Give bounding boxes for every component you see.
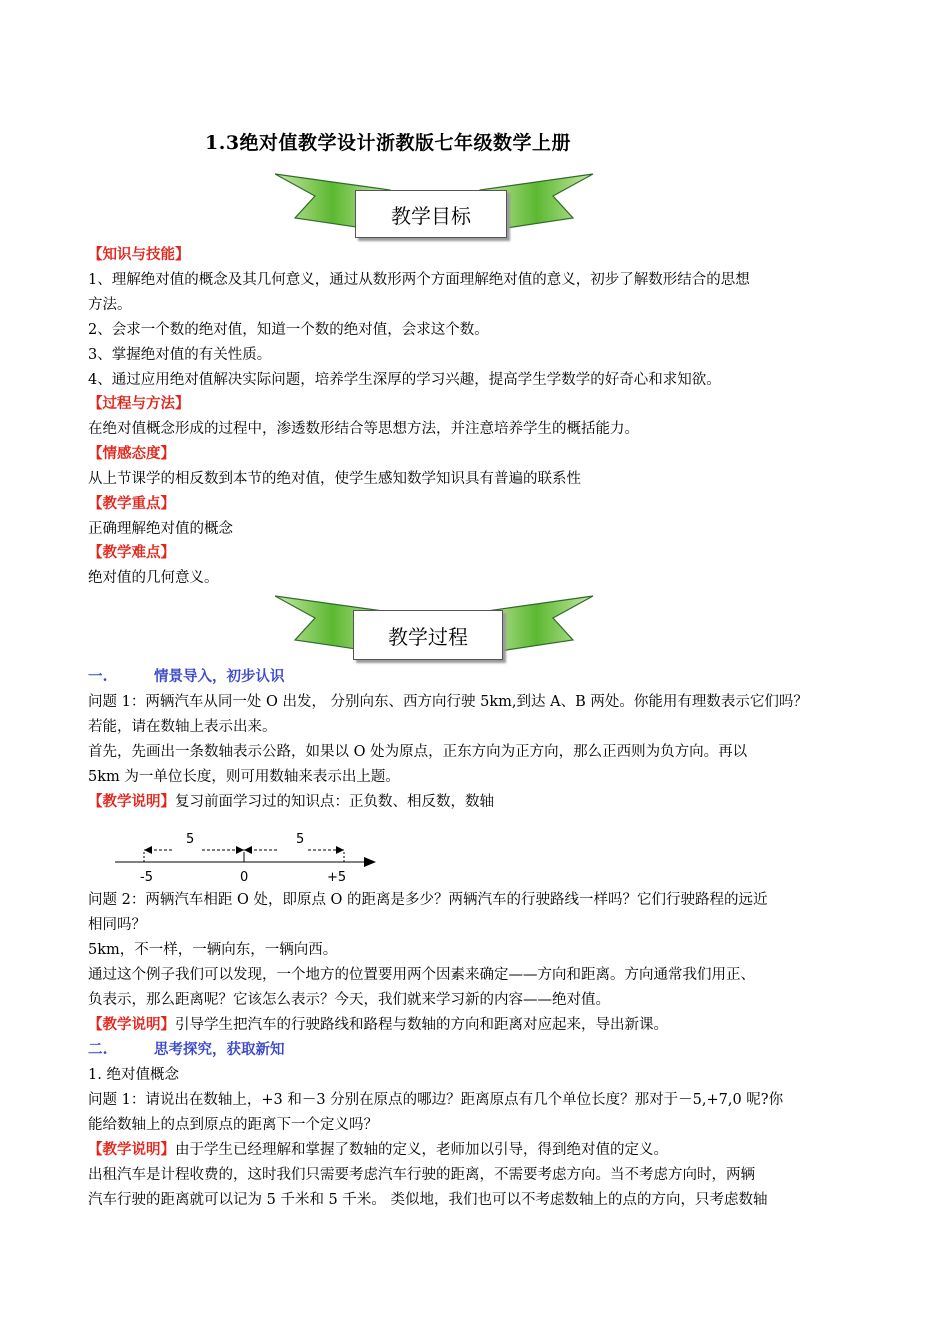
paragraph: 能给数轴上的点到原点的距离下一个定义吗？: [88, 1117, 378, 1133]
section-title: 思考探究，获取新知: [154, 1041, 285, 1058]
heading-process-method: 【过程与方法】: [88, 395, 190, 412]
paragraph: 出租汽车是计程收费的，这时我们只需要考虑汽车行驶的距离，不需要考虑方向。当不考虑方向时，两辆: [88, 1167, 755, 1183]
section-number: 二.: [88, 1041, 108, 1058]
paragraph: 问题 1：请说出在数轴上，+3 和－3 分别在原点的哪边？距离原点有几个单位长度？那对于－5,+7,0 呢?你: [88, 1092, 784, 1108]
process-banner: [275, 594, 595, 664]
paragraph: 相同吗？: [88, 917, 146, 933]
paragraph: 5km 为一单位长度，则可用数轴来表示出上题。: [88, 769, 400, 785]
heading-knowledge: 【知识与技能】: [88, 246, 190, 263]
paragraph: 方法。: [88, 297, 132, 313]
note-text: 复习前面学习过的知识点：正负数、相反数，数轴: [175, 794, 494, 810]
teaching-note: [88, 1015, 668, 1035]
paragraph: 问题 2：两辆汽车相距 O 处，即原点 O 的距离是多少？两辆汽车的行驶路线一样吗？它们行驶路程的远近: [88, 892, 768, 908]
heading-key-points: 【教学重点】: [88, 495, 175, 512]
section-heading-1: [88, 667, 285, 687]
paragraph: 问题 1：两辆汽车从同一处 O 出发， 分别向东、西方向行驶 5km,到达 A、B 两处。你能用有理数表示它们吗？: [88, 694, 808, 710]
document-title: 1.3绝对值教学设计浙教版七年级数学上册: [205, 132, 572, 154]
note-tag: 【教学说明】: [88, 1016, 175, 1033]
number-line-diagram: [110, 826, 380, 890]
section-title: 情景导入，初步认识: [154, 668, 285, 685]
paragraph: 4、通过应用绝对值解决实际问题，培养学生深厚的学习兴趣，提高学生学数学的好奇心和求知欲。: [88, 372, 721, 388]
tick-label-negative: -5: [140, 870, 153, 885]
heading-attitude: 【情感态度】: [88, 445, 175, 462]
note-text: 由于学生已经理解和掌握了数轴的定义，老师加以引导，得到绝对值的定义。: [175, 1142, 668, 1158]
paragraph: 5km，不一样，一辆向东，一辆向西。: [88, 942, 338, 958]
tick-label-positive: +5: [327, 870, 347, 885]
sub-heading: 1. 绝对值概念: [88, 1067, 179, 1083]
section-heading-2: [88, 1040, 285, 1060]
paragraph: 若能，请在数轴上表示出来。: [88, 719, 277, 735]
paragraph: 在绝对值概念形成的过程中，渗透数形结合等思想方法，并注意培养学生的概括能力。: [88, 421, 639, 437]
distance-label-left: 5: [186, 832, 195, 847]
paragraph: 绝对值的几何意义。: [88, 570, 219, 586]
note-text: 引导学生把汽车的行驶路线和路程与数轴的方向和距离对应起来，导出新课。: [175, 1017, 668, 1033]
tick-label-origin: 0: [240, 870, 249, 885]
goals-banner: [275, 172, 595, 242]
paragraph: 从上节课学的相反数到本节的绝对值，使学生感知数学知识具有普遍的联系性: [88, 471, 581, 487]
paragraph: 通过这个例子我们可以发现，一个地方的位置要用两个因素来确定——方向和距离。方向通常我们用正、: [88, 967, 755, 983]
goals-banner-label: 教学目标: [355, 190, 507, 238]
paragraph: 3、掌握绝对值的有关性质。: [88, 347, 272, 363]
teaching-note: [88, 1140, 668, 1160]
heading-difficulties: 【教学难点】: [88, 544, 175, 561]
paragraph: 2、会求一个数的绝对值，知道一个数的绝对值，会求这个数。: [88, 322, 489, 338]
note-tag: 【教学说明】: [88, 793, 175, 810]
note-tag: 【教学说明】: [88, 1141, 175, 1158]
section-number: 一.: [88, 668, 108, 685]
paragraph: 汽车行驶的距离就可以记为 5 千米和 5 千米。 类似地，我们也可以不考虑数轴上的点的方向，只考虑数轴: [88, 1192, 768, 1208]
teaching-note: [88, 792, 494, 812]
paragraph: 1、理解绝对值的概念及其几何意义，通过从数形两个方面理解绝对值的意义，初步了解数形结合的思想: [88, 272, 750, 288]
distance-label-right: 5: [296, 832, 305, 847]
process-banner-label: 教学过程: [353, 610, 503, 660]
paragraph: 正确理解绝对值的概念: [88, 521, 233, 537]
paragraph: 首先，先画出一条数轴表示公路，如果以 O 处为原点，正东方向为正方向，那么正西则为负方向。再以: [88, 744, 748, 760]
paragraph: 负表示，那么距离呢？它该怎么表示？今天，我们就来学习新的内容——绝对值。: [88, 992, 610, 1008]
